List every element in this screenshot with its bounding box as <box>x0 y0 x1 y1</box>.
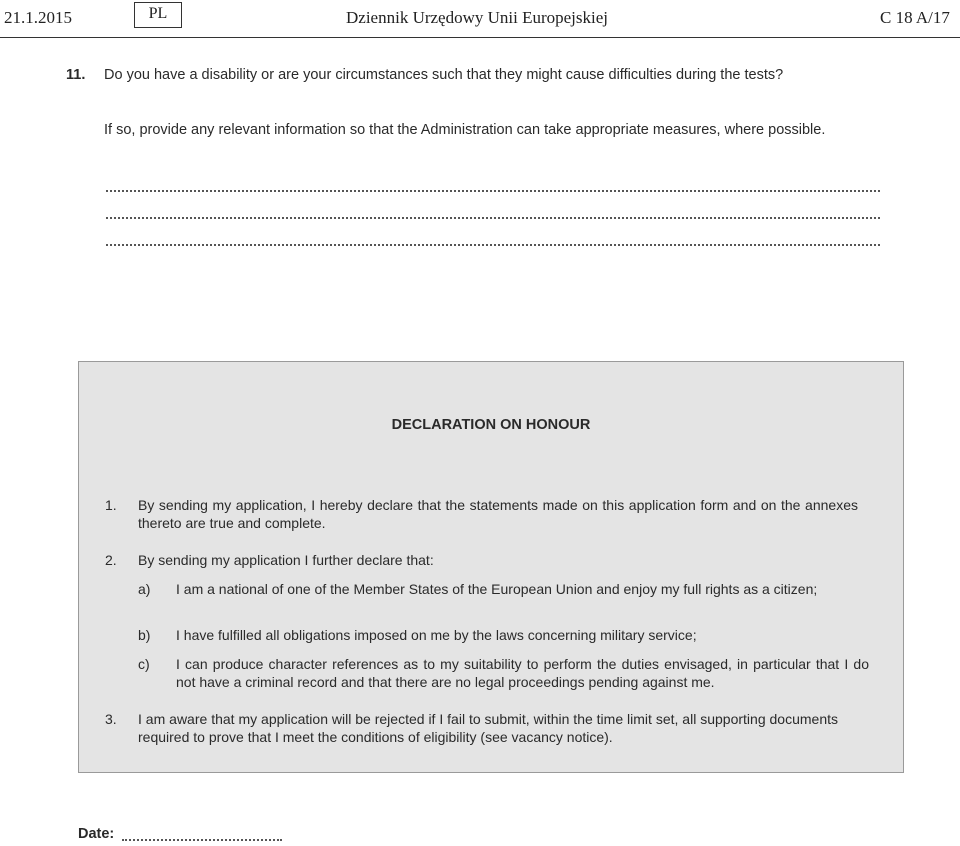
date-input-line[interactable] <box>122 830 282 841</box>
publication-date: 21.1.2015 <box>4 8 72 27</box>
declaration-item-number: 3. <box>105 711 117 727</box>
language-code-box: PL <box>134 2 182 28</box>
declaration-subitem-label: a) <box>138 581 151 597</box>
declaration-subitem-text: I can produce character references as to my suitability to perform the duties envisaged, in particular that I do not have a criminal record and that there are no legal proceedings pending against me. <box>176 656 869 690</box>
answer-line-1[interactable] <box>106 180 880 192</box>
declaration-subitem-label: c) <box>138 656 150 672</box>
header-divider <box>0 37 960 38</box>
question-text: Do you have a disability or are your circumstances such that they might cause difficulties during the tests? <box>104 67 784 83</box>
page-header <box>0 0 960 38</box>
declaration-subitem-label: b) <box>138 627 151 643</box>
journal-title: Dziennik Urzędowy Unii Europejskiej <box>346 8 609 27</box>
declaration-item-number: 2. <box>105 552 117 568</box>
question-instruction: If so, provide any relevant information so that the Administration can take appropriate measures, where possible. <box>104 122 826 138</box>
declaration-box <box>78 361 904 773</box>
declaration-subitem-text: I am a national of one of the Member States of the European Union and enjoy my full rights as a citizen; <box>176 581 818 597</box>
declaration-title: DECLARATION ON HONOUR <box>391 417 591 433</box>
answer-line-2[interactable] <box>106 207 880 219</box>
declaration-item-number: 1. <box>105 497 117 513</box>
question-number: 11. <box>66 67 86 83</box>
answer-line-3[interactable] <box>106 234 880 246</box>
journal-reference: C 18 A/17 <box>880 8 950 27</box>
declaration-item-text: By sending my application I further declare that: <box>138 552 434 568</box>
declaration-item-text: By sending my application, I hereby declare that the statements made on this application form and on the annexes thereto are true and complete. <box>138 497 858 531</box>
date-label: Date: <box>78 826 115 842</box>
declaration-subitem-text: I have fulfilled all obligations imposed on me by the laws concerning military service; <box>176 627 697 643</box>
declaration-item-text: I am aware that my application will be rejected if I fail to submit, within the time limit set, all supporting documents required to prove that I meet the conditions of eligibility (see vacancy notice). <box>138 711 838 745</box>
